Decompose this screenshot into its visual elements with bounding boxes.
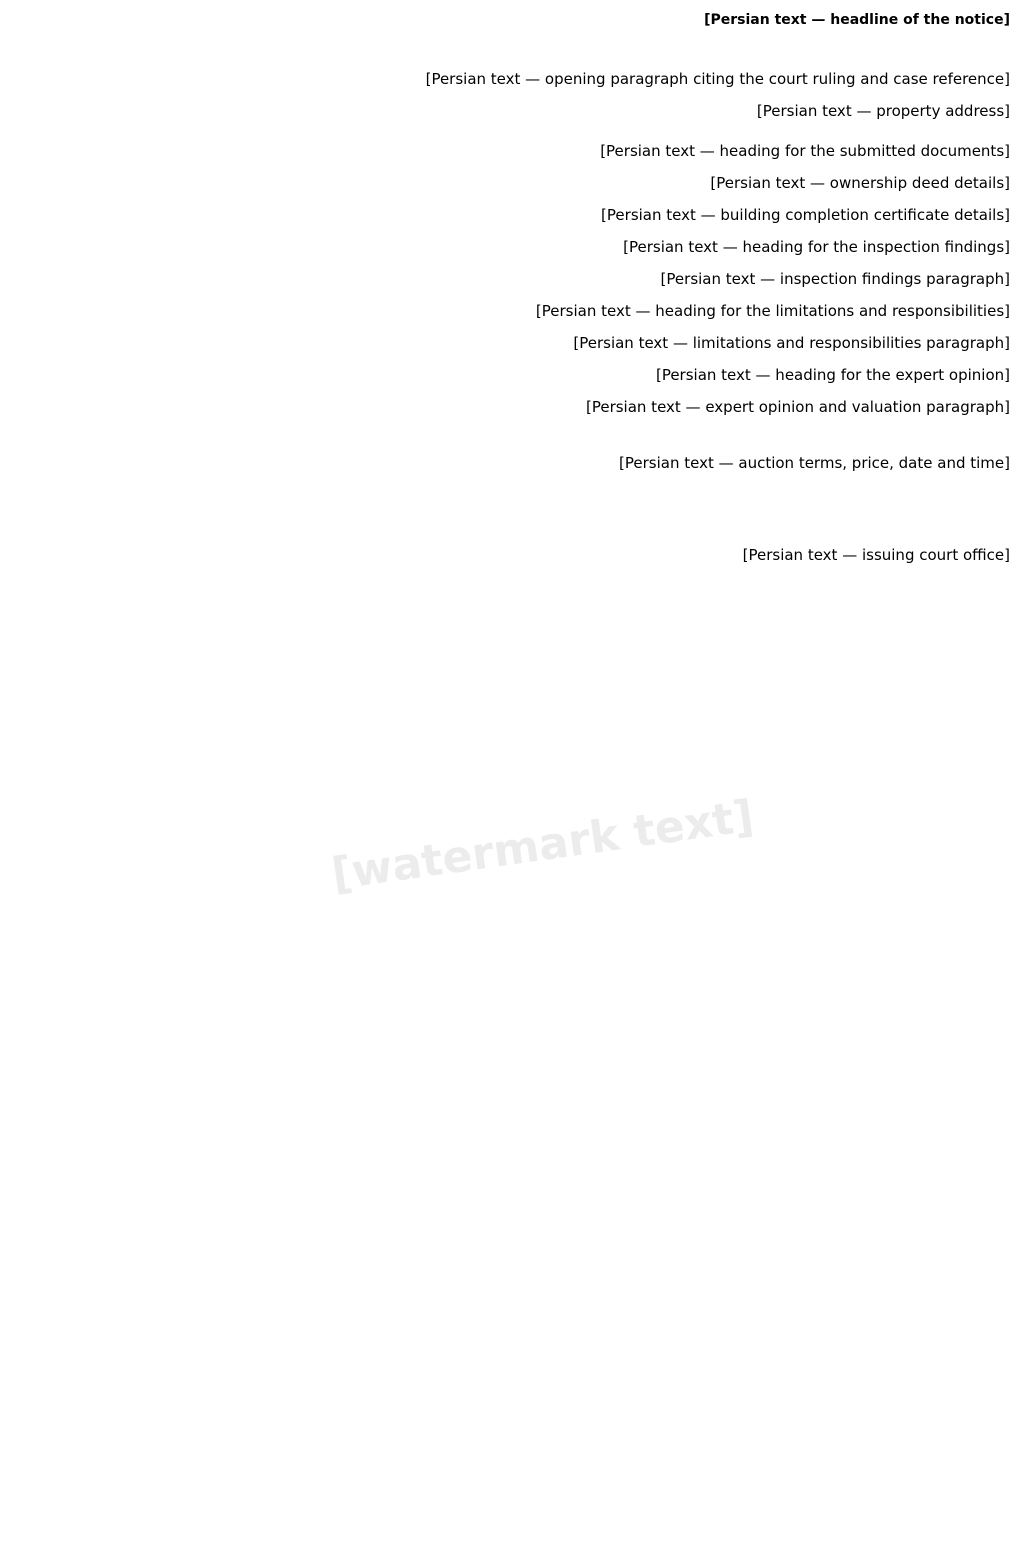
documents-heading: [Persian text — heading for the submitted documents] — [600, 142, 1010, 160]
deed-paragraph: [Persian text — ownership deed details] — [710, 174, 1010, 192]
opinion-heading: [Persian text — heading for the expert opinion] — [655, 366, 1010, 384]
notice-title: [Persian text — headline of the notice] — [704, 12, 1010, 28]
auction-paragraph: [Persian text — auction terms, price, date and time] — [619, 454, 1010, 472]
watermark: [watermark text] — [328, 790, 757, 901]
property-address: [Persian text — property address] — [756, 102, 1010, 120]
site-visit-paragraph: [Persian text — inspection findings paragraph] — [660, 270, 1010, 288]
limits-paragraph: [Persian text — limitations and responsibilities paragraph] — [573, 334, 1010, 352]
opinion-paragraph: [Persian text — expert opinion and valuation paragraph] — [585, 398, 1010, 416]
site-visit-heading: [Persian text — heading for the inspection findings] — [623, 238, 1010, 256]
issuer-footer: [Persian text — issuing court office] — [742, 546, 1010, 564]
intro-paragraph: [Persian text — opening paragraph citing the court ruling and case reference] — [425, 70, 1010, 88]
limits-heading: [Persian text — heading for the limitations and responsibilities] — [535, 302, 1010, 320]
completion-certificate-paragraph: [Persian text — building completion certificate details] — [601, 206, 1010, 224]
